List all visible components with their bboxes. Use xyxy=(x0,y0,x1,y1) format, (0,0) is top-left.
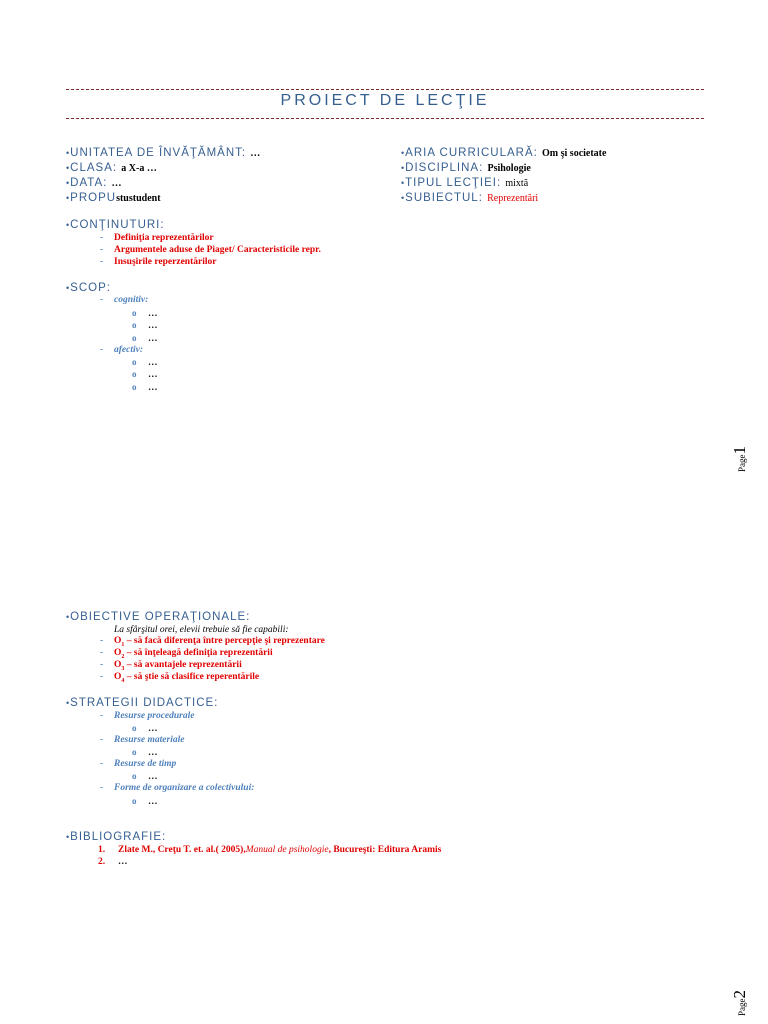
bullet-icon: • xyxy=(66,220,70,230)
section-bibliografie xyxy=(66,830,166,844)
header-label: DISCIPLINA: xyxy=(405,162,484,174)
section-label: OBIECTIVE OPERAŢIONALE: xyxy=(70,611,251,623)
circle-icon: o xyxy=(132,308,137,318)
section-obiective xyxy=(66,610,250,624)
circle-icon: o xyxy=(132,382,137,392)
bullet-icon: • xyxy=(66,698,70,708)
bibliography-item: 2. … xyxy=(98,857,128,867)
strategii-group: - Resurse materiale xyxy=(100,735,185,745)
header-label: PROPU xyxy=(70,192,117,204)
header-value: Psihologie xyxy=(487,163,531,174)
list-item: - $O_1$ – să facă diferenţa între percepţie şi reprezentare xyxy=(100,636,325,648)
section-continuturi xyxy=(66,218,165,232)
title-rule-top xyxy=(66,89,704,90)
circle-icon: o xyxy=(132,771,137,781)
scop-group-cognitiv: - cognitiv: xyxy=(100,295,149,305)
dash-icon: - xyxy=(100,345,104,355)
bibliography-item: 1. Zlate M., Creţu T. et. al.( 2005),Manual de psihologie, Bucureşti: Editura Aramis xyxy=(98,845,442,855)
list-item: o … xyxy=(132,796,158,807)
bullet-icon: • xyxy=(401,178,405,188)
section-label: STRATEGII DIDACTICE: xyxy=(70,697,219,709)
circle-icon: o xyxy=(132,320,137,330)
bullet-icon: • xyxy=(401,193,405,203)
bullet-icon: • xyxy=(401,163,405,173)
circle-icon: o xyxy=(132,723,137,733)
dash-icon: - xyxy=(100,759,104,769)
list-item: o … xyxy=(132,369,158,380)
strategii-group: - Resurse de timp xyxy=(100,759,177,769)
section-scop xyxy=(66,281,111,295)
dash-icon: - xyxy=(100,783,104,793)
header-aria xyxy=(401,146,606,161)
header-value: stustudent xyxy=(116,193,161,204)
header-label: ARIA CURRICULARĂ: xyxy=(405,147,538,159)
list-item: o … xyxy=(132,308,158,319)
header-value: Reprezentări xyxy=(487,193,539,204)
bullet-icon: • xyxy=(66,612,70,622)
header-value: … xyxy=(250,148,261,159)
list-item: o … xyxy=(132,320,158,331)
dash-icon: - xyxy=(100,233,104,243)
header-propu xyxy=(66,191,161,206)
bullet-icon: • xyxy=(66,148,70,158)
header-subiectul xyxy=(401,191,538,206)
list-item: o … xyxy=(132,333,158,344)
circle-icon: o xyxy=(132,747,137,757)
header-data xyxy=(66,176,122,191)
dash-icon: - xyxy=(100,636,104,646)
bullet-icon: • xyxy=(66,283,70,293)
header-label: CLASA: xyxy=(70,162,118,174)
list-item: - $O_3$ – să avantajele reprezentării xyxy=(100,660,242,672)
section-strategii xyxy=(66,696,218,710)
header-value: … xyxy=(111,178,122,189)
strategii-group: - Forme de organizare a colectivului: xyxy=(100,783,255,793)
dash-icon: - xyxy=(100,660,104,670)
header-label: SUBIECTUL: xyxy=(405,192,483,204)
circle-icon: o xyxy=(132,357,137,367)
obiective-intro: La sfârşitul orei, elevii trebuie să fie capabili: xyxy=(114,625,289,635)
dash-icon: - xyxy=(100,648,104,658)
header-value: Om şi societate xyxy=(542,148,607,159)
dash-icon: - xyxy=(100,245,104,255)
list-item: o … xyxy=(132,382,158,393)
page-title: PROIECT DE LECŢIE xyxy=(280,92,490,109)
bullet-icon: • xyxy=(66,178,70,188)
list-item: o … xyxy=(132,357,158,368)
header-label: TIPUL LECŢIEI: xyxy=(405,177,502,189)
list-item: - Argumentele aduse de Piaget/ Caracteristicile repr. xyxy=(100,245,321,255)
header-value: a X-a … xyxy=(121,163,157,174)
section-label: CONŢINUTURI: xyxy=(70,219,165,231)
bullet-icon: • xyxy=(66,193,70,203)
section-label: BIBLIOGRAFIE: xyxy=(70,831,167,843)
list-item: o … xyxy=(132,771,158,782)
dash-icon: - xyxy=(100,295,104,305)
dash-icon: - xyxy=(100,672,104,682)
list-item: o … xyxy=(132,747,158,758)
header-unitatea xyxy=(66,146,260,161)
dash-icon: - xyxy=(100,257,104,267)
circle-icon: o xyxy=(132,796,137,806)
bullet-icon: • xyxy=(401,148,405,158)
header-label: DATA: xyxy=(70,177,108,189)
header-label: UNITATEA DE ÎNVĂŢĂMÂNT: xyxy=(70,147,247,159)
title-rule-bottom xyxy=(66,118,704,119)
header-clasa xyxy=(66,161,157,176)
list-item: - $O_2$ – să înţeleagă definiţia reprezentării xyxy=(100,648,273,660)
list-item: o … xyxy=(132,723,158,734)
scop-group-afectiv: - afectiv: xyxy=(100,345,144,355)
circle-icon: o xyxy=(132,333,137,343)
page-number-1: Page1 xyxy=(730,446,749,472)
section-label: SCOP: xyxy=(70,282,111,294)
bullet-icon: • xyxy=(66,832,70,842)
header-disciplina xyxy=(401,161,531,176)
strategii-group: - Resurse procedurale xyxy=(100,711,195,721)
dash-icon: - xyxy=(100,711,104,721)
list-item: - Definiţia reprezentărilor xyxy=(100,233,214,243)
header-value: mixtă xyxy=(505,178,529,189)
list-item: - $O_4$ – să ştie să clasifice reperentările xyxy=(100,672,260,684)
header-tipul xyxy=(401,176,528,191)
dash-icon: - xyxy=(100,735,104,745)
bullet-icon: • xyxy=(66,163,70,173)
list-item: - Insuşirile reperzentărilor xyxy=(100,257,217,267)
page-number-2: Page2 xyxy=(730,990,749,1016)
circle-icon: o xyxy=(132,369,137,379)
